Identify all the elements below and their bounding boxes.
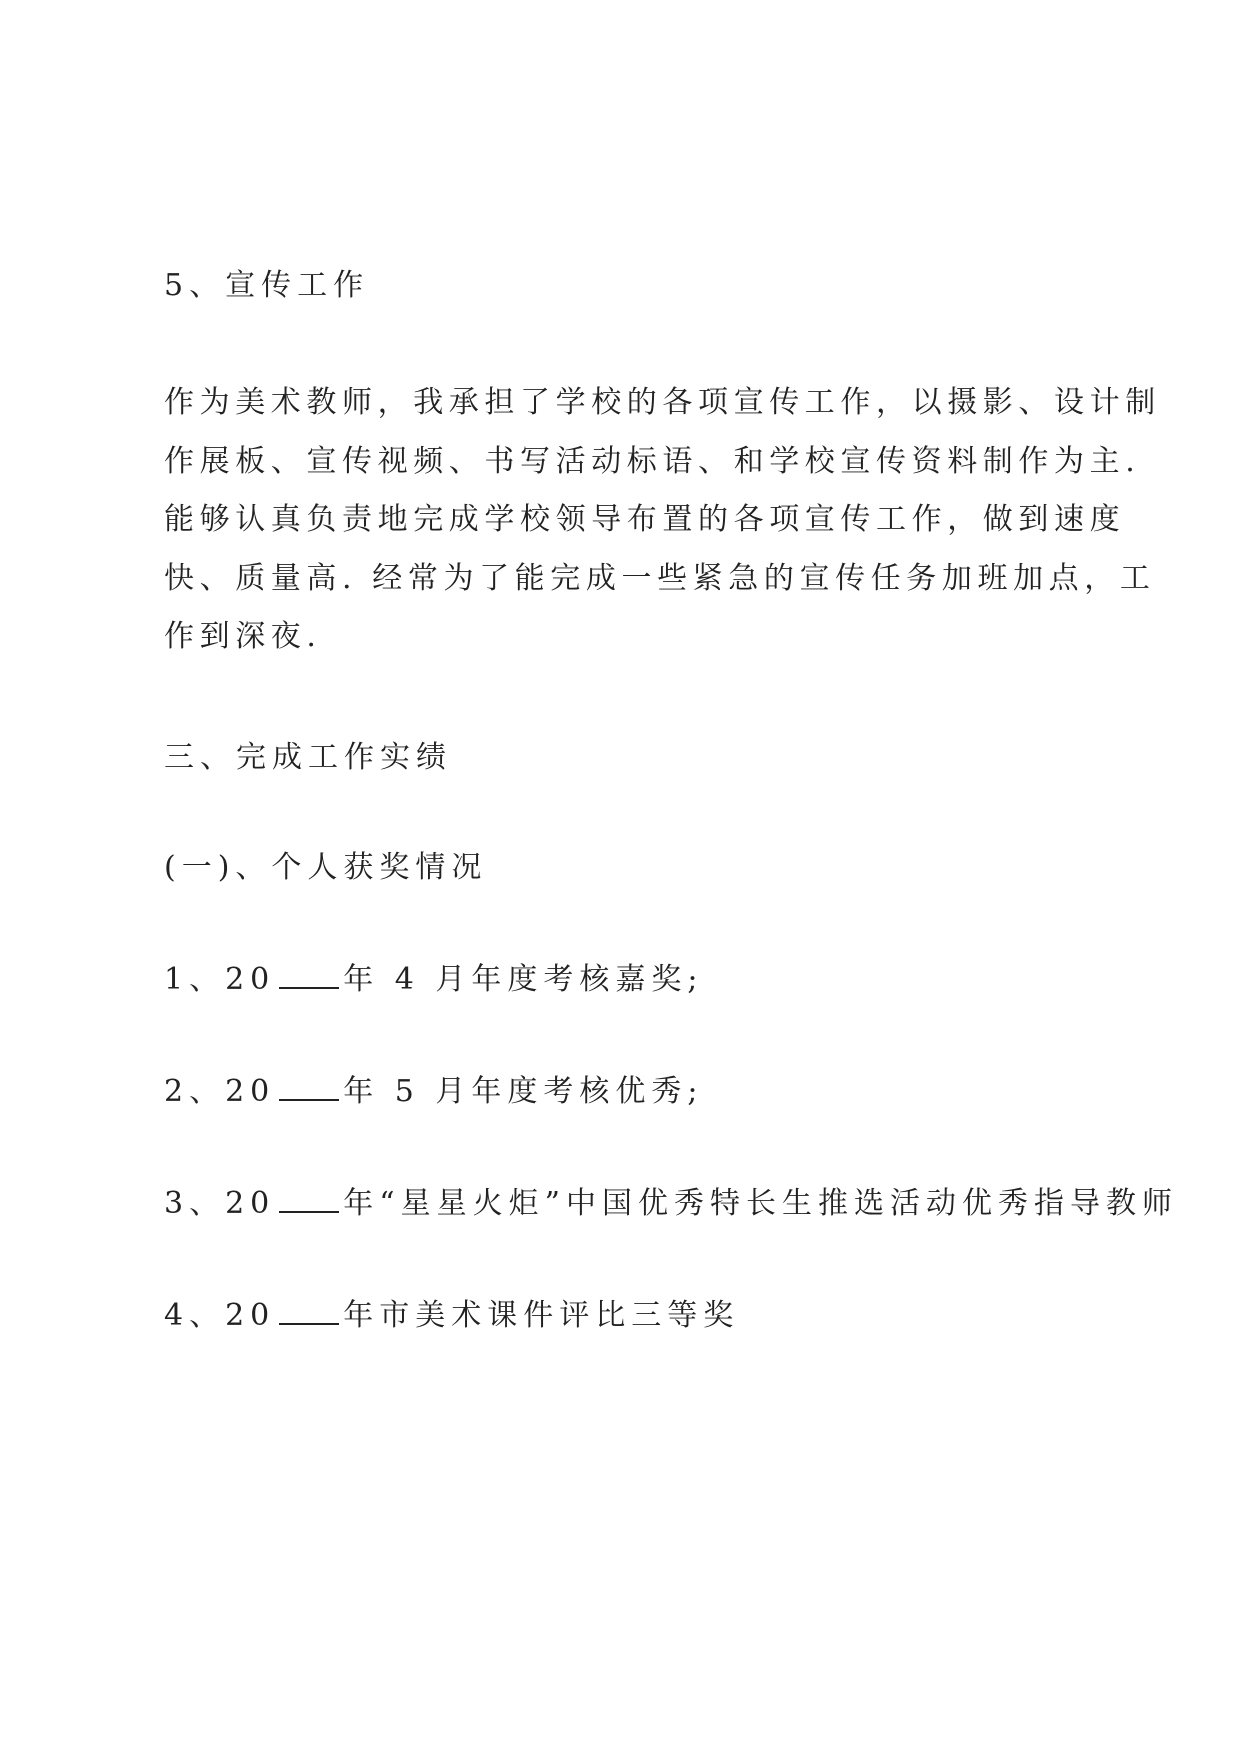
- section-heading-achievements: 三、完成工作实绩: [164, 740, 452, 775]
- award-prefix: 2、20: [164, 1074, 276, 1109]
- award-text: 年 4 月年度考核嘉奖;: [343, 962, 704, 997]
- award-prefix: 1、20: [164, 962, 276, 997]
- paragraph-line: 作到深夜.: [164, 619, 322, 654]
- publicity-paragraph: [164, 374, 1161, 667]
- blank-underline: [279, 1073, 339, 1101]
- award-item: [164, 1072, 704, 1112]
- award-text: 年 5 月年度考核优秀;: [343, 1074, 704, 1109]
- award-prefix: 3、20: [164, 1186, 276, 1221]
- award-item: [164, 960, 704, 1000]
- award-prefix: 4、20: [164, 1298, 276, 1333]
- paragraph-line: 作为美术教师，我承担了学校的各项宣传工作，以摄影、设计制: [164, 385, 1161, 420]
- blank-underline: [279, 961, 339, 989]
- award-text: 年市美术课件评比三等奖: [343, 1298, 740, 1333]
- paragraph-line: 快、质量高. 经常为了能完成一些紧急的宣传任务加班加点，工: [164, 560, 1156, 596]
- award-item: [164, 1184, 1178, 1224]
- blank-underline: [279, 1185, 339, 1213]
- paragraph-line: 作展板、宣传视频、书写活动标语、和学校宣传资料制作为主.: [164, 443, 1141, 479]
- blank-underline: [279, 1297, 339, 1325]
- award-item: [164, 1296, 739, 1336]
- paragraph-line: 能够认真负责地完成学校领导布置的各项宣传工作，做到速度: [164, 502, 1126, 537]
- award-text: 年“星星火炬”中国优秀特长生推选活动优秀指导教师: [343, 1186, 1178, 1221]
- heading-publicity-work: 5、宣传工作: [164, 268, 370, 303]
- subsection-heading-awards: (一)、个人获奖情况: [164, 850, 488, 885]
